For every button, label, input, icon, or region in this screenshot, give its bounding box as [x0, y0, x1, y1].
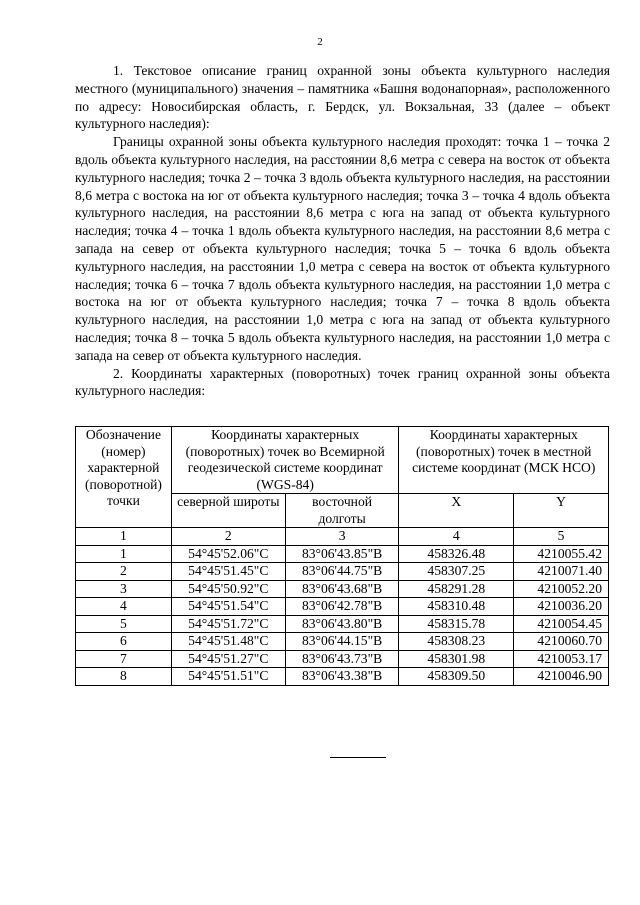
- column-number: 4: [399, 528, 514, 546]
- y-cell: 4210055.42: [514, 545, 609, 563]
- longitude-cell: 83°06'44.15"В: [285, 633, 399, 651]
- table-row: [76, 650, 609, 668]
- point-number: 1: [76, 545, 172, 563]
- longitude-cell: 83°06'44.75"В: [285, 563, 399, 581]
- column-number: 1: [76, 528, 172, 546]
- latitude-cell: 54°45'51.48"С: [171, 633, 285, 651]
- header-designation: Обозначение (номер) характерной (поворотной) точки: [76, 427, 172, 528]
- x-cell: 458291.28: [399, 580, 514, 598]
- column-number: 5: [514, 528, 609, 546]
- table-row: [76, 668, 609, 686]
- latitude-cell: 54°45'51.72"С: [171, 615, 285, 633]
- x-cell: 458308.23: [399, 633, 514, 651]
- paragraph-coordinates-heading: 2. Координаты характерных (поворотных) точек границ охранной зоны объекта культурного наследия:: [75, 365, 610, 399]
- table-row: [76, 545, 609, 563]
- header-north-latitude: северной широты: [171, 494, 285, 528]
- longitude-cell: 83°06'43.80"В: [285, 615, 399, 633]
- x-cell: 458301.98: [399, 650, 514, 668]
- point-number: 8: [76, 668, 172, 686]
- latitude-cell: 54°45'52.06"С: [171, 545, 285, 563]
- table-row: [76, 563, 609, 581]
- header-local-group: Координаты характерных (поворотных) точек в местной системе координат (МСК НСО): [399, 427, 609, 494]
- table-row: [76, 580, 609, 598]
- latitude-cell: 54°45'51.51"С: [171, 668, 285, 686]
- table-row: [76, 598, 609, 616]
- coordinates-table: [75, 426, 609, 686]
- header-wgs84-group: Координаты характерных (поворотных) точек во Всемирной геодезической системе координат (WGS-84): [171, 427, 399, 494]
- longitude-cell: 83°06'42.78"В: [285, 598, 399, 616]
- paragraph-boundary-points: Границы охранной зоны объекта культурного наследия проходят: точка 1 – точка 2 вдоль объекта культурного наследия, на расстоянии 8,6 метра с севера на восток от объекта культурного наследия; точка 2 – точка 3 вдоль объекта культурного наследия, на расстоянии 8,6 метра с востока на юг от объекта культурного наследия; точка 3 – точка 4 вдоль объекта культурного наследия, на расстоянии 8,6 метра с юга на запад от объекта культурного наследия; точка 4 – точка 1 вдоль объекта культурного наследия, на расстоянии 8,6 метра с запада на север от объекта культурного наследия; точка 5 – точка 6 вдоль объекта культурного наследия, на расстоянии 1,0 метра с севера на восток от объекта культурного наследия; точка 6 – точка 7 вдоль объекта культурного наследия, на расстоянии 1,0 метра с востока на юг от объекта культурного наследия; точка 7 – точка 8 вдоль объекта культурного наследия, на расстоянии 1,0 метра с юга на запад от объекта культурного наследия; точка 8 – точка 5 вдоль объекта культурного наследия, на расстоянии 1,0 метра с запада на север от объекта культурного наследия.: [75, 134, 610, 363]
- x-cell: 458326.48: [399, 545, 514, 563]
- y-cell: 4210036.20: [514, 598, 609, 616]
- page-number: 2: [317, 36, 323, 48]
- point-number: 4: [76, 598, 172, 616]
- point-number: 6: [76, 633, 172, 651]
- x-cell: 458309.50: [399, 668, 514, 686]
- y-cell: 4210071.40: [514, 563, 609, 581]
- y-cell: 4210046.90: [514, 668, 609, 686]
- header-x: X: [399, 494, 514, 528]
- column-number-row: [76, 528, 609, 546]
- header-east-longitude: восточной долготы: [285, 494, 399, 528]
- y-cell: 4210053.17: [514, 650, 609, 668]
- point-number: 2: [76, 563, 172, 581]
- header-y: Y: [514, 494, 609, 528]
- longitude-cell: 83°06'43.68"В: [285, 580, 399, 598]
- y-cell: 4210054.45: [514, 615, 609, 633]
- table-row: [76, 633, 609, 651]
- table-row: [76, 615, 609, 633]
- x-cell: 458310.48: [399, 598, 514, 616]
- end-divider: [330, 757, 386, 758]
- latitude-cell: 54°45'51.45"С: [171, 563, 285, 581]
- latitude-cell: 54°45'50.92"С: [171, 580, 285, 598]
- column-number: 3: [285, 528, 399, 546]
- longitude-cell: 83°06'43.73"В: [285, 650, 399, 668]
- point-number: 7: [76, 650, 172, 668]
- y-cell: 4210052.20: [514, 580, 609, 598]
- x-cell: 458315.78: [399, 615, 514, 633]
- paragraph-boundary-description: 1. Текстовое описание границ охранной зоны объекта культурного наследия местного (муниципального) значения – памятника «Башня водонапорная», расположенного по адресу: Новосибирская область, г. Бердск, ул. Вокзальная, 33 (далее – объект культурного наследия):: [75, 63, 610, 132]
- longitude-cell: 83°06'43.85"В: [285, 545, 399, 563]
- table-header-row: [76, 427, 609, 494]
- latitude-cell: 54°45'51.27"С: [171, 650, 285, 668]
- latitude-cell: 54°45'51.54"С: [171, 598, 285, 616]
- document-body: [75, 62, 610, 400]
- point-number: 3: [76, 580, 172, 598]
- y-cell: 4210060.70: [514, 633, 609, 651]
- x-cell: 458307.25: [399, 563, 514, 581]
- point-number: 5: [76, 615, 172, 633]
- longitude-cell: 83°06'43.38"В: [285, 668, 399, 686]
- column-number: 2: [171, 528, 285, 546]
